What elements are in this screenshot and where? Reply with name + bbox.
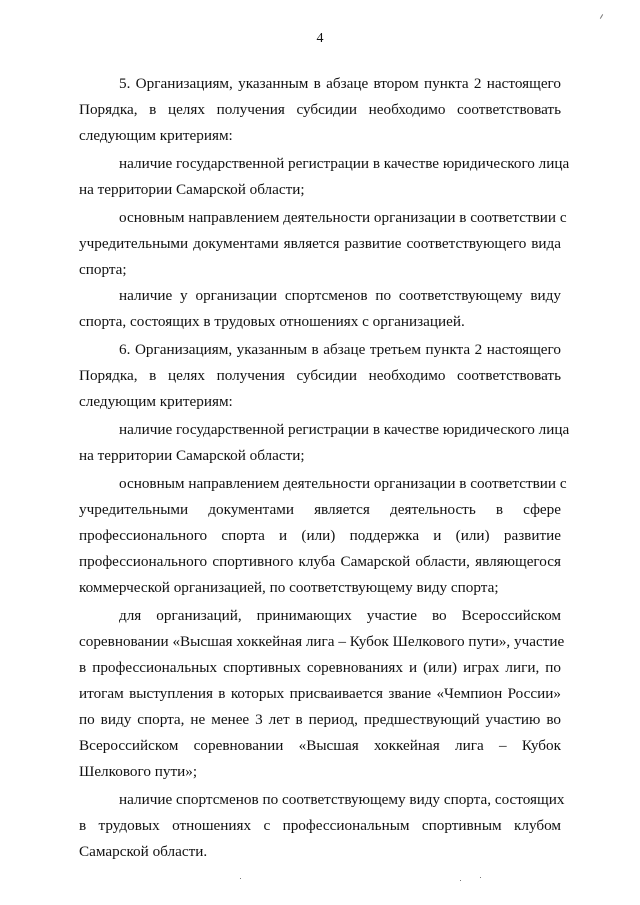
text-line: в профессиональных спортивных соревнованиях и (или) играх лиги, по: [79, 659, 561, 676]
text-line: на территории Самарской области;: [79, 181, 305, 198]
text-line: коммерческой организацией, по соответствующему виду спорта;: [79, 579, 499, 596]
text-line: 5. Организациям, указанным в абзаце втором пункта 2 настоящего: [119, 75, 561, 92]
text-line: по виду спорта, не менее 3 лет в период, предшествующий участию во: [79, 711, 561, 728]
text-line: спорта, состоящих в трудовых отношениях с организацией.: [79, 313, 465, 330]
scan-speck: [480, 877, 481, 878]
text-line: на территории Самарской области;: [79, 447, 305, 464]
text-line: основным направлением деятельности организации в соответствии с: [119, 209, 567, 226]
text-line: следующим критериям:: [79, 127, 233, 144]
text-line: Шелкового пути»;: [79, 763, 198, 780]
text-line: Порядка, в целях получения субсидии необходимо соответствовать: [79, 367, 561, 384]
page-number: 4: [316, 31, 324, 46]
text-line: для организаций, принимающих участие во Всероссийском: [119, 607, 561, 624]
scan-speck: [460, 880, 461, 881]
text-line: спорта;: [79, 261, 127, 278]
text-line: Самарской области.: [79, 843, 208, 860]
scan-speck: [240, 878, 241, 879]
text-line: профессионального спорта и (или) поддержка и (или) развитие: [79, 527, 561, 544]
text-line: Всероссийском соревновании «Высшая хоккейная лига – Кубок: [79, 737, 561, 754]
text-line: наличие государственной регистрации в качестве юридического лица: [119, 421, 570, 438]
text-line: учредительными документами является деятельность в сфере: [79, 501, 561, 518]
text-line: наличие государственной регистрации в качестве юридического лица: [119, 155, 570, 172]
text-line: наличие у организации спортсменов по соответствующему виду: [119, 287, 561, 304]
text-line: основным направлением деятельности организации в соответствии с: [119, 475, 567, 492]
scan-speck: [600, 14, 603, 19]
text-line: итогам выступления в которых присваивается звание «Чемпион России»: [79, 685, 561, 702]
text-line: следующим критериям:: [79, 393, 233, 410]
text-line: соревновании «Высшая хоккейная лига – Кубок Шелкового пути», участие: [79, 633, 565, 650]
text-line: наличие спортсменов по соответствующему виду спорта, состоящих: [119, 791, 565, 808]
text-line: 6. Организациям, указанным в абзаце третьем пункта 2 настоящего: [119, 341, 561, 358]
text-line: в трудовых отношениях с профессиональным спортивным клубом: [79, 817, 561, 834]
text-line: учредительными документами является развитие соответствующего вида: [79, 235, 561, 252]
text-line: профессионального спортивного клуба Самарской области, являющегося: [79, 553, 561, 570]
text-line: Порядка, в целях получения субсидии необходимо соответствовать: [79, 101, 561, 118]
